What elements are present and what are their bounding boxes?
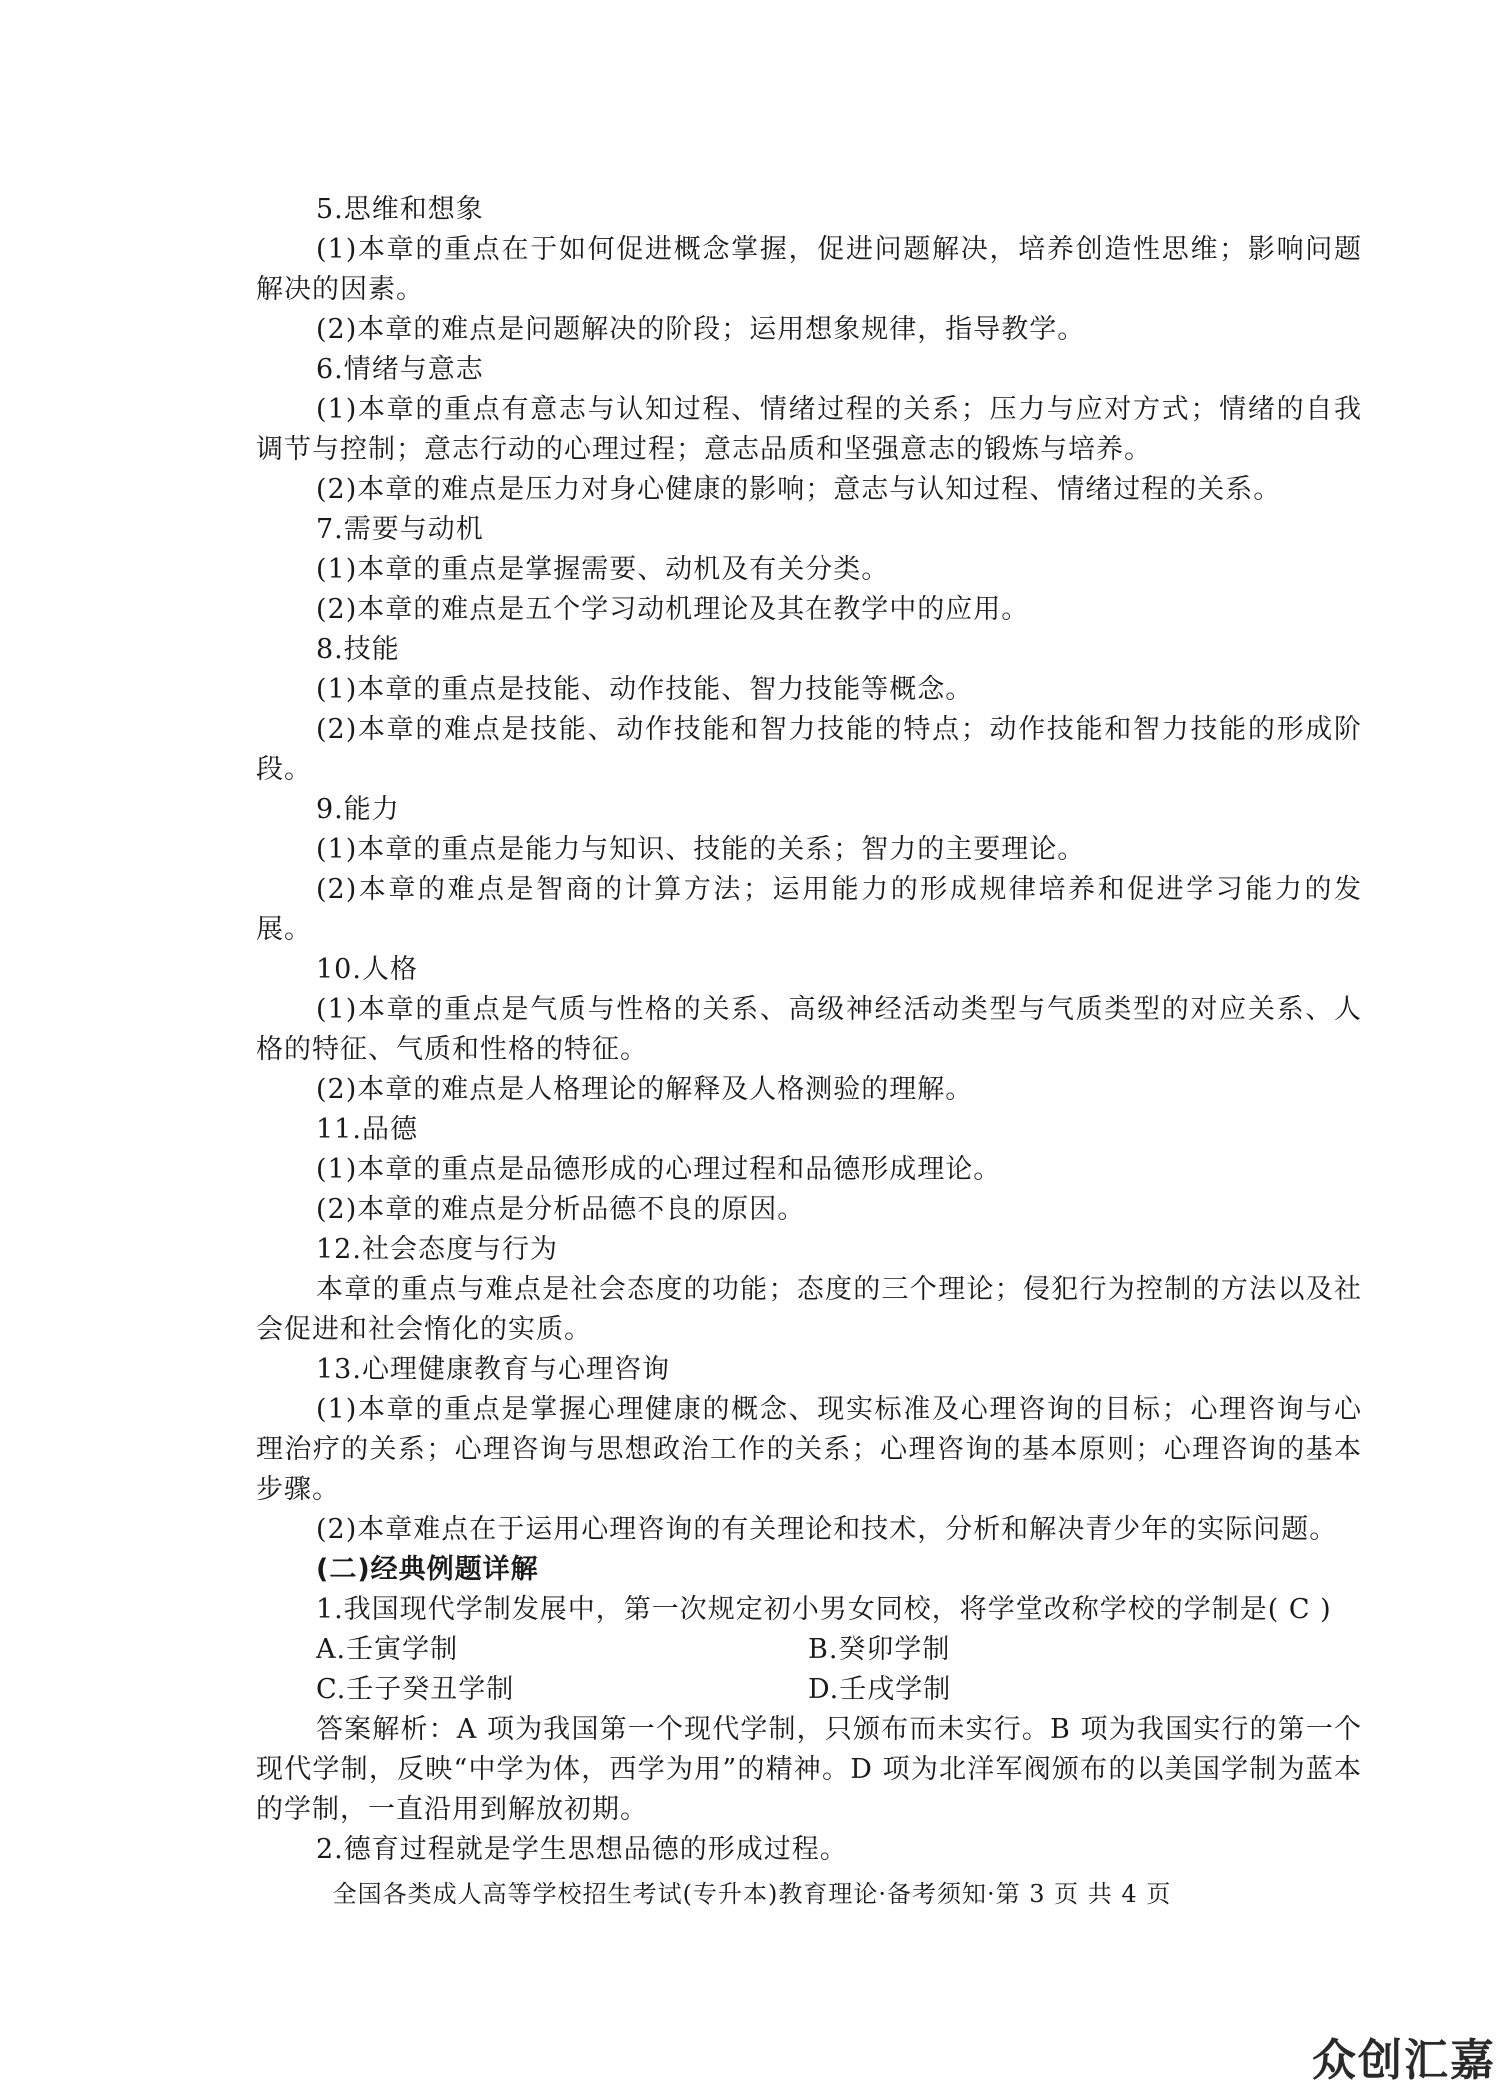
section-10-point-1: (1)本章的重点是气质与性格的关系、高级神经活动类型与气质类型的对应关系、人格的特征、气质和性格的特征。	[256, 994, 1362, 1065]
section-9-point-1: (1)本章的重点是能力与知识、技能的关系；智力的主要理论。	[316, 834, 1086, 865]
section-5-point-1: (1)本章的重点在于如何促进概念掌握，促进问题解决，培养创造性思维；影响问题解决的因素。	[256, 234, 1362, 305]
section-12-title: 12.社会态度与行为	[316, 1234, 558, 1265]
section-6-point-1: (1)本章的重点有意志与认知过程、情绪过程的关系；压力与应对方式；情绪的自我调节与控制；意志行动的心理过程；意志品质和坚强意志的锻炼与培养。	[256, 394, 1362, 465]
section-9-point-2: (2)本章的难点是智商的计算方法；运用能力的形成规律培养和促进学习能力的发展。	[256, 874, 1362, 945]
section-9-title: 9.能力	[316, 794, 400, 825]
section-13-title: 13.心理健康教育与心理咨询	[316, 1354, 670, 1385]
section-8-title: 8.技能	[316, 634, 400, 665]
question-1: 1.我国现代学制发展中，第一次规定初小男女同校，将学堂改称学校的学制是( C )	[316, 1594, 1332, 1625]
section-11-point-2: (2)本章的难点是分析品德不良的原因。	[316, 1194, 806, 1225]
option-b: B.癸卯学制	[808, 1634, 951, 1665]
section-12-point-1: 本章的重点与难点是社会态度的功能；态度的三个理论；侵犯行为控制的方法以及社会促进和社会惰化的实质。	[256, 1274, 1362, 1345]
section-8-point-2: (2)本章的难点是技能、动作技能和智力技能的特点；动作技能和智力技能的形成阶段。	[256, 714, 1362, 785]
question-1-options-row-1	[256, 1630, 1362, 1670]
section-8-point-1: (1)本章的重点是技能、动作技能、智力技能等概念。	[316, 674, 974, 705]
option-a: A.壬寅学制	[316, 1634, 459, 1665]
section-11-point-1: (1)本章的重点是品德形成的心理过程和品德形成理论。	[316, 1154, 1002, 1185]
page-footer: 全国各类成人高等学校招生考试(专升本)教育理论·备考须知·第 3 页 共 4 页	[332, 1880, 1172, 1908]
section-7-point-2: (2)本章的难点是五个学习动机理论及其在教学中的应用。	[316, 594, 1030, 625]
section-13-point-2: (2)本章难点在于运用心理咨询的有关理论和技术，分析和解决青少年的实际问题。	[316, 1514, 1338, 1545]
examples-heading: (二)经典例题详解	[316, 1554, 539, 1585]
question-1-options-row-2	[256, 1670, 1362, 1710]
section-13-point-1: (1)本章的重点是掌握心理健康的概念、现实标准及心理咨询的目标；心理咨询与心理治疗的关系；心理咨询与思想政治工作的关系；心理咨询的基本原则；心理咨询的基本步骤。	[256, 1394, 1362, 1505]
option-c: C.壬子癸丑学制	[316, 1674, 515, 1705]
watermark-logo: 众创汇嘉	[1312, 2035, 1496, 2086]
option-d: D.壬戌学制	[808, 1674, 952, 1705]
section-7-title: 7.需要与动机	[316, 514, 484, 545]
section-7-point-1: (1)本章的重点是掌握需要、动机及有关分类。	[316, 554, 890, 585]
document-body	[256, 190, 1362, 1870]
question-1-analysis: 答案解析：A 项为我国第一个现代学制，只颁布而未实行。B 项为我国实行的第一个现代学制，反映“中学为体，西学为用”的精神。D 项为北洋军阀颁布的以美国学制为蓝本的学制，一直沿用到解放初期。	[256, 1714, 1362, 1825]
section-6-point-2: (2)本章的难点是压力对身心健康的影响；意志与认知过程、情绪过程的关系。	[316, 474, 1282, 505]
section-10-title: 10.人格	[316, 954, 418, 985]
section-5-title: 5.思维和想象	[316, 194, 484, 225]
section-10-point-2: (2)本章的难点是人格理论的解释及人格测验的理解。	[316, 1074, 974, 1105]
section-6-title: 6.情绪与意志	[316, 354, 484, 385]
question-2: 2.德育过程就是学生思想品德的形成过程。	[316, 1834, 848, 1865]
section-5-point-2: (2)本章的难点是问题解决的阶段；运用想象规律，指导教学。	[316, 314, 1086, 345]
section-11-title: 11.品德	[316, 1114, 418, 1145]
